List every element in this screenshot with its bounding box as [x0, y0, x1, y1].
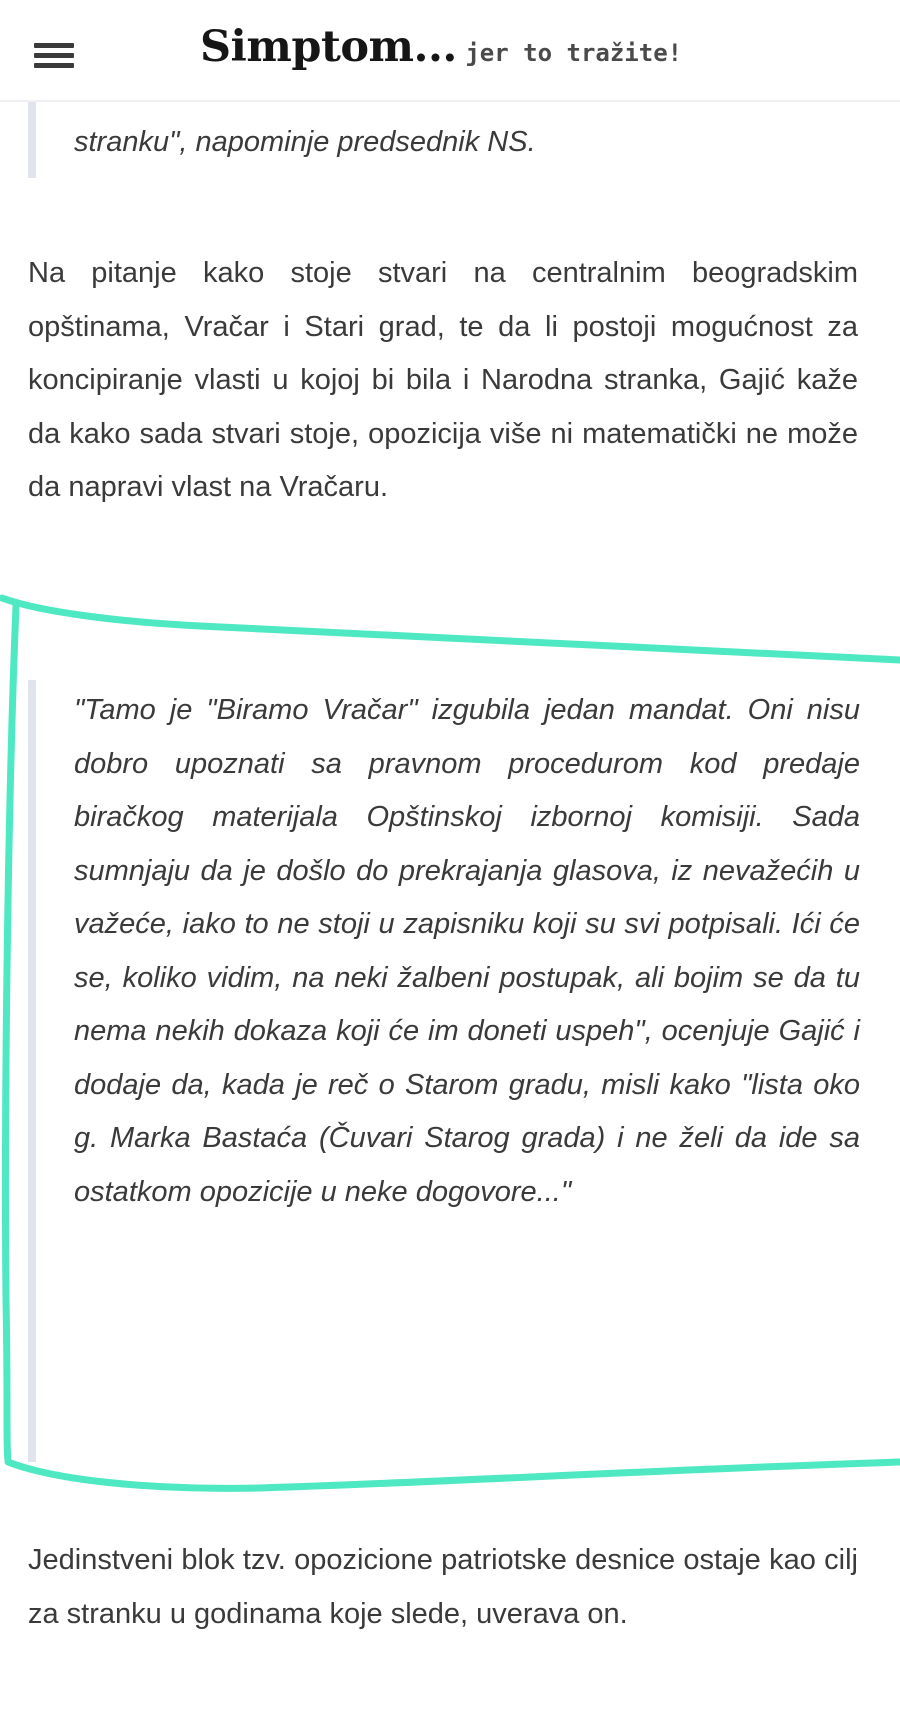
quote-text: stranku", napominje predsednik NS. — [74, 126, 536, 158]
blockquote-highlighted — [28, 680, 870, 1462]
article-paragraph: Jedinstveni blok tzv. opozicione patriotske desnice ostaje kao cilj za stranku u godinama koje slede, uverava on. — [28, 1544, 858, 1630]
site-header — [0, 0, 900, 102]
brand-tagline: jer to tražite! — [465, 39, 683, 67]
quote-text: "Tamo je "Biramo Vračar" izgubila jedan mandat. Oni nisu dobro upoznati sa pravnom procedurom kod predaje biračkog materijala Opštinskoj izbornoj komisiji. Sada sumnjaju da je došlo do prekrajanja glasova, iz nevažećih u važeće, iako to ne stoji u zapisniku koji su svi potpisali. Ići će se, koliko vidim, na neki žalbeni postupak, ali bojim se da tu nema nekih dokaza koji će im doneti uspeh", ocenjuje Gajić i dodaje da, kada je reč o Starom gradu, misli kako "lista oko g. Marka Bastaća (Čuvari Starog grada) i ne želi da ide sa ostatkom opozicije u neke dogovore..." — [74, 694, 860, 1208]
brand-name: Simptom... — [200, 22, 457, 72]
article-paragraph: Na pitanje kako stoje stvari na centralnim beogradskim opštinama, Vračar i Stari grad, te da li postoji mogućnost za koncipiranje vlasti u kojoj bi bila i Narodna stranka, Gajić kaže da kako sada stvari stoje, opozicija više ni matematički ne može da napravi vlast na Vračaru. — [28, 257, 858, 503]
site-logo[interactable] — [200, 22, 682, 72]
blockquote-top — [28, 102, 788, 178]
hamburger-menu-icon[interactable] — [30, 36, 78, 68]
